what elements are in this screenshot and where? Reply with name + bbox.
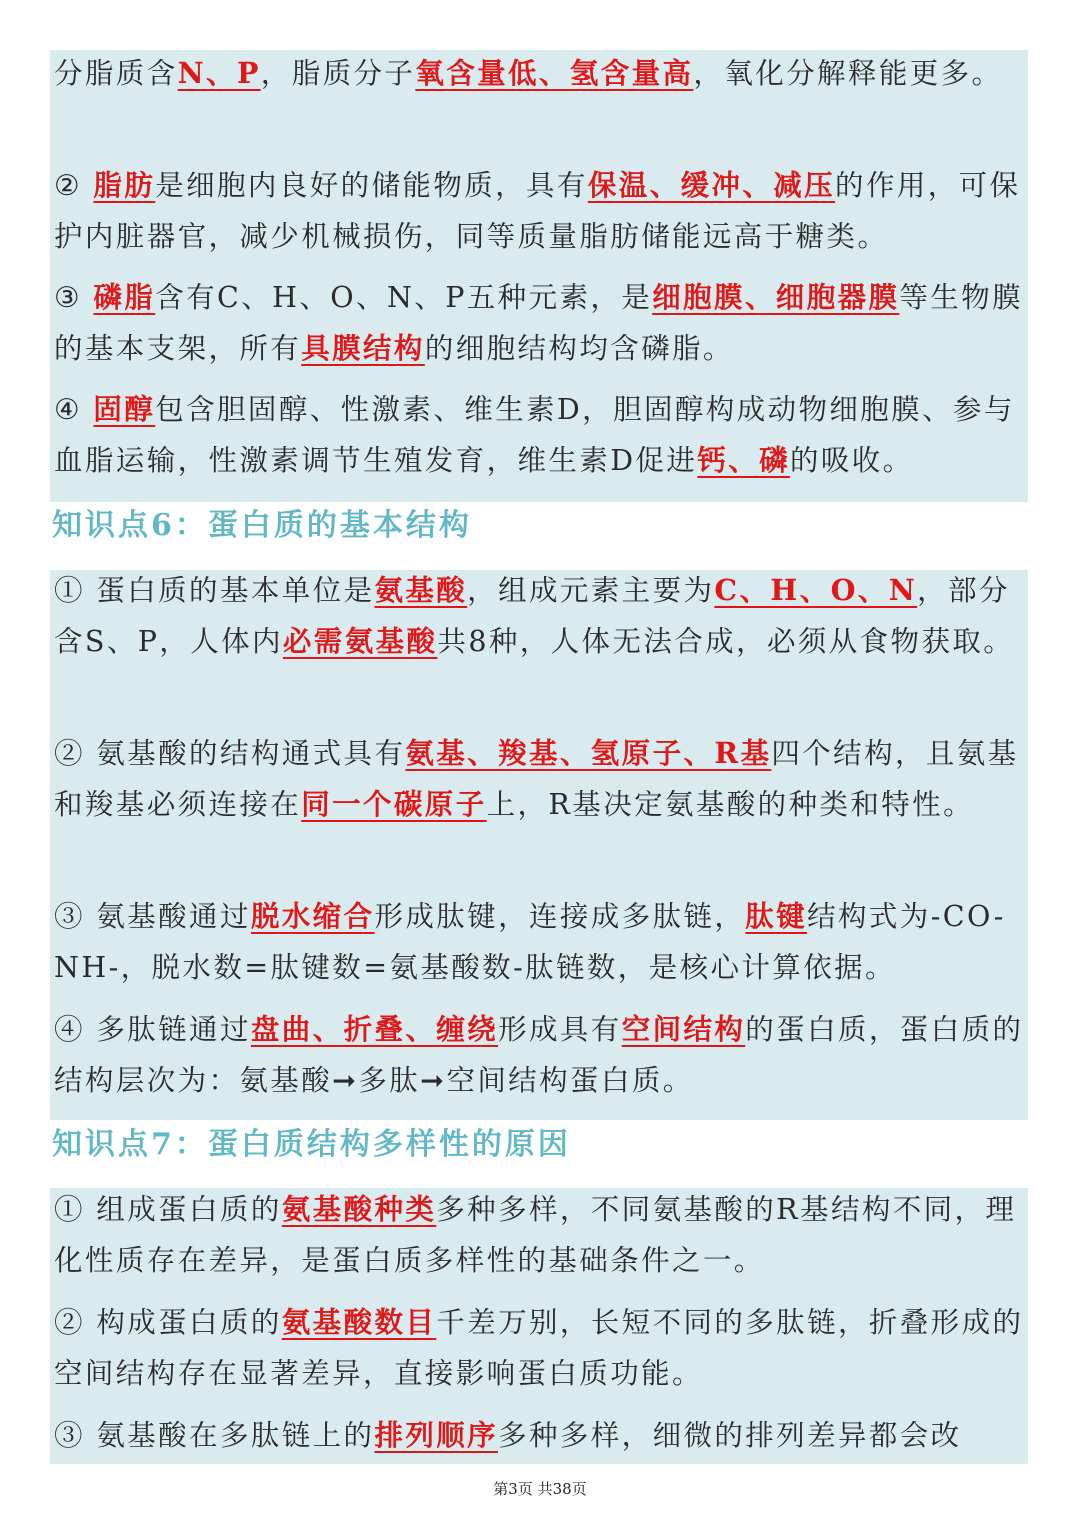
text-run: 的细胞结构均含磷脂。: [424, 332, 734, 365]
text-run: 形成具有: [498, 1013, 622, 1046]
text-run: 分脂质含: [54, 57, 178, 90]
text-run: 包含胆固醇、性激素、维生素D，胆固醇构成动物细胞膜、参与血脂运输，性激素调节生殖发育，维生素D促进: [54, 393, 1015, 477]
text-run: ③ 氨基酸在多肽链上的: [54, 1419, 375, 1452]
key-term: 氨基酸: [374, 573, 468, 607]
text-run: ③: [54, 281, 94, 314]
key-term: C、H、O、N: [714, 573, 918, 607]
text-run: 形成肽键，连接成多肽链，: [374, 900, 746, 933]
paragraph-amino-acid-unit: [54, 565, 1030, 667]
key-term: 氨基、羧基、氢原子、R基: [405, 736, 772, 770]
text-run: 多种多样，细微的排列差异都会改: [498, 1419, 962, 1452]
paragraph-spatial-structure: [54, 1004, 1030, 1106]
text-run: ，氧化分解释能更多。: [693, 57, 1003, 90]
paragraph-amino-acid-structure: [54, 728, 1030, 830]
key-term: 盘曲、折叠、缠绕: [250, 1012, 499, 1046]
key-term: 脱水缩合: [250, 899, 375, 933]
text-run: 的作用，可保护内脏器官，减少机械损伤，同等质量脂肪储能远高于糖类。: [54, 169, 1021, 253]
key-term: 钙、磷: [697, 443, 790, 477]
text-run: 结构式为-CO-NH-，脱水数=肽键数=氨基酸数-肽链数，是核心计算依据。: [54, 900, 1006, 984]
text-run: 的蛋白质，蛋白质的结构层次为：氨基酸➞多肽➞空间结构蛋白质。: [54, 1013, 1024, 1097]
key-term: 空间结构: [621, 1012, 746, 1046]
text-run: ④: [54, 393, 94, 426]
text-run: ④ 多肽链通过: [54, 1013, 251, 1046]
key-term: 具膜结构: [301, 331, 425, 365]
key-term: 细胞膜、细胞器膜: [652, 280, 900, 314]
text-run: 含有C、H、O、N、P五种元素，是: [155, 281, 653, 314]
page-number-footer: 第3页 共38页: [493, 1480, 587, 1498]
section-heading-7: 知识点7：蛋白质结构多样性的原因: [52, 1127, 571, 1162]
key-term: 保温、缓冲、减压: [587, 168, 836, 202]
text-run: 上，R基决定氨基酸的种类和特性。: [486, 788, 974, 821]
paragraph-sterol: [54, 384, 1030, 486]
key-term: 肽键: [745, 899, 808, 933]
text-run: ，脂质分子: [260, 57, 416, 90]
key-term: 磷脂: [93, 280, 156, 314]
text-run: ②: [54, 169, 94, 202]
text-run: 等生物膜的基本支架，所有: [54, 281, 1023, 365]
paragraph-dehydration: [54, 891, 1030, 993]
key-term: 固醇: [93, 392, 156, 426]
key-term: 同一个碳原子: [301, 787, 487, 821]
text-run: ③ 氨基酸通过: [54, 900, 251, 933]
paragraph-amino-acid-count: [54, 1297, 1030, 1399]
text-run: 千差万别，长短不同的多肽链，折叠形成的空间结构存在显著差异，直接影响蛋白质功能。: [54, 1306, 1024, 1390]
text-run: ，组成元素主要为: [467, 574, 715, 607]
key-term: 必需氨基酸: [282, 624, 438, 658]
key-term: 脂肪: [93, 168, 156, 202]
text-run: 的吸收。: [789, 444, 914, 477]
section-heading-6: 知识点6：蛋白质的基本结构: [52, 508, 472, 543]
paragraph-fat: [54, 160, 1030, 262]
text-run: 共8种，人体无法合成，必须从食物获取。: [437, 625, 1015, 658]
paragraph-sequence: [54, 1410, 1030, 1461]
key-term: N、P: [177, 56, 261, 90]
text-run: ① 组成蛋白质的: [54, 1193, 282, 1226]
key-term: 氨基酸种类: [281, 1192, 437, 1226]
paragraph-amino-acid-types: [54, 1184, 1030, 1286]
text-run: 四个结构，且氨基和羧基必须连接在: [54, 737, 1019, 821]
text-run: 是细胞内良好的储能物质，具有: [155, 169, 588, 202]
paragraph-lipid-energy: [54, 48, 1030, 99]
key-term: 氨基酸数目: [281, 1305, 437, 1339]
key-term: 排列顺序: [374, 1418, 499, 1452]
paragraph-phospholipid: [54, 272, 1030, 374]
key-term: 氧含量低、氢含量高: [415, 56, 694, 90]
text-run: ② 构成蛋白质的: [54, 1306, 282, 1339]
text-run: ，部分含S、P，人体内: [54, 574, 1010, 658]
text-run: 多种多样，不同氨基酸的R基结构不同，理化性质存在差异，是蛋白质多样性的基础条件之一。: [54, 1193, 1017, 1277]
text-run: ① 蛋白质的基本单位是: [54, 574, 375, 607]
text-run: ② 氨基酸的结构通式具有: [54, 737, 406, 770]
